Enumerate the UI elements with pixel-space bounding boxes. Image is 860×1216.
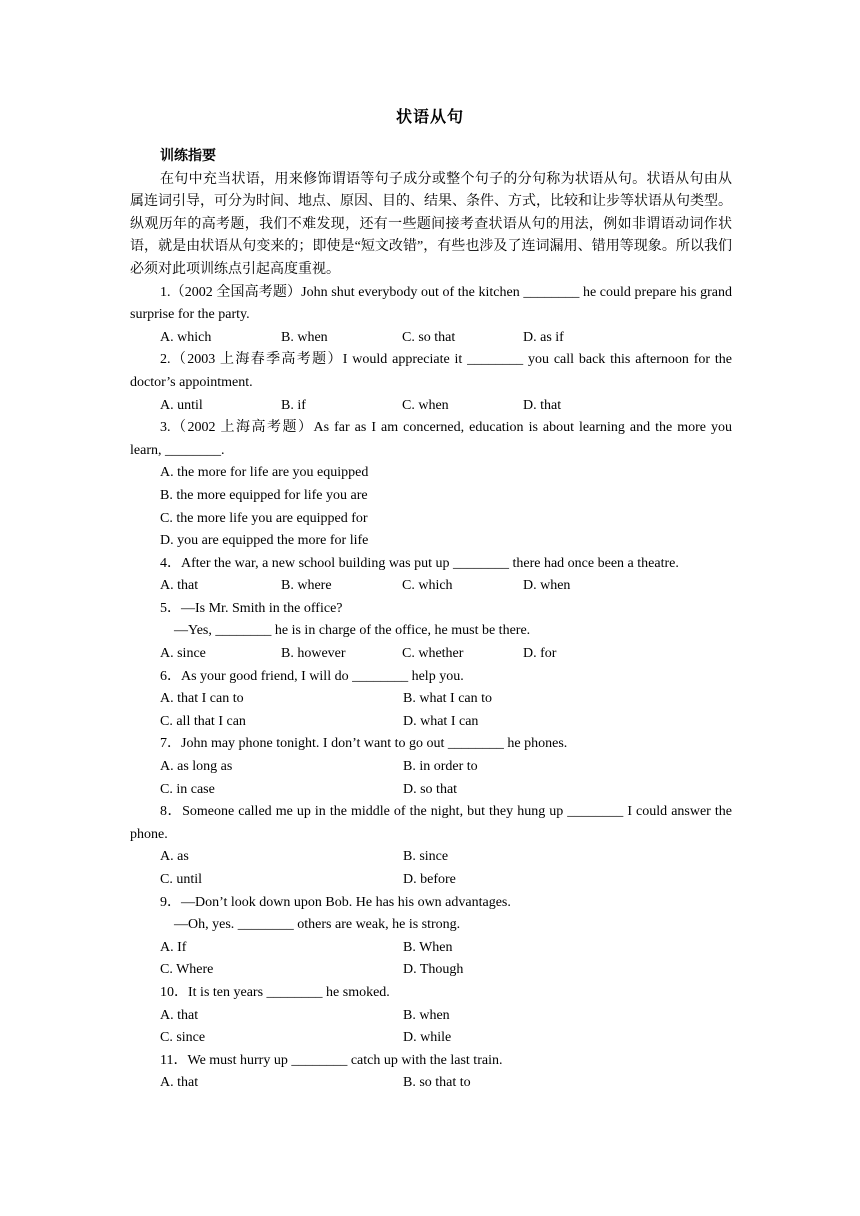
question-10-stem: 10．It is ten years ________ he smoked.: [160, 984, 390, 1000]
option-d: D. before: [403, 872, 456, 887]
question-10-options-row-1: [130, 1005, 732, 1028]
option-d: D. as if: [523, 329, 564, 345]
option-d: D. you are equipped the more for life: [160, 533, 369, 549]
question-9-stem: 9．—Don’t look down upon Bob. He has his own advantages.: [160, 894, 511, 910]
option-a: A. until: [160, 397, 203, 413]
question-7-stem: 7．John may phone tonight. I don’t want to go out ________ he phones.: [160, 736, 568, 752]
option-c: C. Where: [160, 962, 214, 978]
question-1-options: [130, 327, 732, 350]
option-b: B. When: [403, 939, 453, 955]
option-b: B. so that to: [403, 1075, 471, 1091]
question-4-stem: 4．After the war, a new school building was put up ________ there had once been a theatre.: [160, 555, 679, 571]
option-c: C. so that: [402, 329, 456, 345]
option-b: B. if: [281, 397, 306, 413]
question-7-options-row-1: [130, 756, 732, 779]
question-6-stem: 6．As your good friend, I will do ________ help you.: [160, 668, 464, 684]
option-a: A. that I can to: [160, 691, 244, 707]
option-d: D. so that: [403, 781, 458, 797]
question-6-options-row-1: [130, 688, 732, 711]
option-b: B. where: [281, 578, 332, 594]
question-2-options: [130, 395, 732, 418]
option-d: D. what I can: [403, 713, 479, 729]
section-heading: 训练指要: [160, 149, 216, 164]
option-c: C. since: [160, 1030, 206, 1046]
question-8-options-row-2: [130, 869, 732, 892]
question-5-reply: —Yes, ________ he is in charge of the office, he must be there.: [174, 623, 531, 639]
question-5-options: [130, 643, 732, 666]
option-b: B. since: [403, 849, 449, 865]
option-a: A. as: [160, 849, 189, 865]
option-c: C. which: [402, 578, 453, 594]
option-a: A. If: [160, 939, 187, 955]
option-a: A. as long as: [160, 759, 233, 775]
option-b: B. when: [281, 329, 328, 345]
option-d: D. when: [523, 578, 571, 594]
option-d: D. for: [523, 646, 557, 662]
option-c: C. whether: [402, 646, 464, 662]
option-c: C. the more life you are equipped for: [160, 510, 368, 526]
option-c: C. all that I can: [160, 713, 246, 729]
guide-paragraph: 在句中充当状语，用来修饰谓语等句子成分或整个句子的分句称为状语从句。状语从句由从属连词引导，可分为时间、地点、原因、目的、结果、条件、方式，比较和让步等状语从句类型。纵观历年的高考题，我们不难发现，还有一些题间接考查状语从句的用法，例如非谓语动词作状语，就是由状语从句变来的；即使是“短文改错”，有些也涉及了连词漏用、错用等现象。所以我们必须对此项训练点引起高度重视。: [130, 171, 732, 277]
page-title: 状语从句: [395, 109, 464, 126]
option-c: C. until: [160, 872, 203, 887]
question-11-stem: 11．We must hurry up ________ catch up with the last train.: [160, 1052, 503, 1068]
document-body: [130, 146, 732, 1095]
option-a: A. that: [160, 1075, 199, 1091]
option-a: A. that: [160, 1007, 199, 1023]
option-c: C. in case: [160, 781, 215, 797]
question-8-stem: 8．Someone called me up in the middle of the night, but they hung up ________ I could answer the phone.: [130, 804, 732, 842]
option-a: A. which: [160, 329, 212, 345]
option-b: B. what I can to: [403, 691, 493, 707]
question-4-options: [130, 575, 732, 598]
question-9-options-row-1: [130, 937, 732, 960]
option-b: B. however: [281, 646, 346, 662]
question-11-options-row-1: [130, 1072, 732, 1095]
question-7-options-row-2: [130, 779, 732, 802]
question-9-reply: —Oh, yes. ________ others are weak, he is strong.: [174, 917, 461, 933]
option-a: A. the more for life are you equipped: [160, 465, 369, 481]
question-10-options-row-2: [130, 1027, 732, 1050]
question-6-options-row-2: [130, 711, 732, 734]
option-b: B. when: [403, 1007, 450, 1023]
option-c: C. when: [402, 397, 449, 413]
option-d: D. that: [523, 397, 562, 413]
option-a: A. since: [160, 646, 206, 662]
question-8-options-row-1: [130, 846, 732, 869]
option-a: A. that: [160, 578, 199, 594]
question-5-stem: 5．—Is Mr. Smith in the office?: [160, 600, 343, 616]
option-d: D. while: [403, 1030, 452, 1046]
question-1-stem: 1.（2002 全国高考题）John shut everybody out of the kitchen ________ he could prepare his grand surprise for the party.: [130, 284, 732, 323]
question-2-stem: 2.（2003 上海春季高考题）I would appreciate it ________ you call back this afternoon for the doctor’s appointment.: [130, 352, 732, 390]
option-b: B. the more equipped for life you are: [160, 487, 368, 503]
question-9-options-row-2: [130, 959, 732, 982]
option-d: D. Though: [403, 962, 464, 978]
option-b: B. in order to: [403, 759, 478, 775]
question-3-stem: 3.（2002 上海高考题）As far as I am concerned, education is about learning and the more you learn, ________.: [130, 420, 732, 458]
